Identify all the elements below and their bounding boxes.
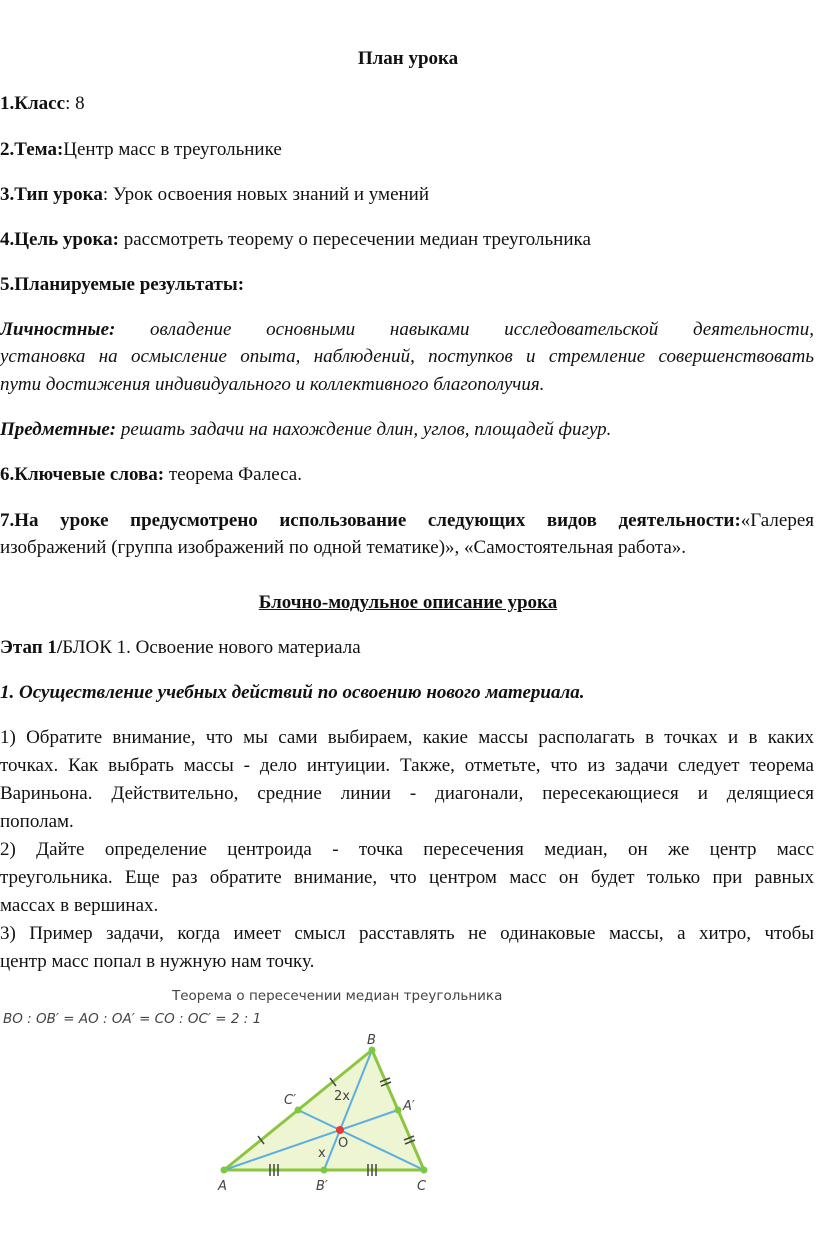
label-o: O: [338, 1136, 349, 1151]
personal-results-line-2: установка на осмысление опыта, наблюдений, поступков и стремление совершенствовать: [0, 346, 814, 367]
page-title: План урока: [357, 48, 459, 69]
subject-label: Предметные:: [0, 419, 117, 440]
paragraph-1-line-1: 1) Обратите внимание, что мы сами выбираем, какие массы располагать в точках и в каких: [0, 727, 814, 748]
personal-label: Личностные:: [0, 319, 116, 340]
keywords-label: 6.Ключевые слова:: [0, 464, 165, 485]
paragraph-2-line-2: треугольника. Еще раз обратите внимание, что центром масс он будет только при равных: [0, 867, 814, 888]
paragraph-2-line-1: 2) Дайте определение центроида - точка пересечения медиан, он же центр масс: [0, 839, 814, 860]
label-b-prime: B′: [316, 1179, 328, 1194]
label-c-prime: C′: [284, 1093, 297, 1108]
paragraph-3-line-1: 3) Пример задачи, когда имеет смысл расставлять не одинаковые массы, а хитро, чтобы: [0, 923, 814, 944]
point-c: [421, 1167, 428, 1174]
stage-label: Этап 1/: [0, 637, 63, 658]
label-a-prime: A′: [403, 1099, 415, 1114]
paragraph-1-line-2: точках. Как выбрать массы - дело интуиции. Также, отметьте, что из задачи следует теорема: [0, 755, 814, 776]
centroid-point: [336, 1126, 344, 1134]
stage-value: БЛОК 1. Освоение нового материала: [62, 637, 361, 658]
activities-line-2: изображений (группа изображений по одной тематике)», «Самостоятельная работа».: [0, 537, 687, 558]
personal-results-line-3: пути достижения индивидуального и коллективного благополучия.: [0, 374, 545, 395]
point-b-prime: [321, 1167, 328, 1174]
activities-gallery: «Галерея: [740, 510, 814, 531]
topic-value: Центр масс в треугольнике: [63, 139, 282, 160]
paragraph-3-line-2: центр масс попал в нужную нам точку.: [0, 951, 315, 972]
goal-value: рассмотреть теорему о пересечении медиан треугольника: [118, 229, 591, 250]
figure-title: Теорема о пересечении медиан треугольника: [172, 988, 503, 1004]
lesson-type-label: 3.Тип урока: [0, 184, 103, 205]
label-2x: 2x: [334, 1089, 350, 1104]
grade-label: 1.Класс: [0, 93, 66, 114]
label-a: A: [218, 1179, 227, 1194]
label-b: B: [367, 1033, 376, 1048]
grade-value: : 8: [65, 93, 85, 114]
keywords-value: теорема Фалеса.: [164, 464, 302, 485]
subject-value: решать задачи на нахождение длин, углов, площадей фигур.: [116, 419, 612, 440]
activities-label: 7.На уроке предусмотрено использование следующих видов деятельности:: [0, 510, 741, 531]
lesson-type-value: : Урок освоения новых знаний и умений: [102, 184, 430, 205]
paragraph-1-line-4: пополам.: [0, 811, 74, 832]
topic-label: 2.Тема:: [0, 139, 64, 160]
paragraph-1-line-3: Вариньона. Действительно, средние линии - диагонали, пересекающиеся и делящиеся: [0, 783, 814, 804]
paragraph-2-line-3: массах в вершинах.: [0, 895, 159, 916]
label-x: x: [318, 1146, 326, 1161]
figure-ratio: BO : OB′ = AO : OA′ = CO : OC′ = 2 : 1: [3, 1011, 262, 1027]
personal-text-1: овладение основными навыками исследовательской деятельности,: [150, 319, 814, 340]
label-c: C: [417, 1179, 427, 1194]
section-title: Блочно-модульное описание урока: [258, 592, 558, 613]
point-a: [221, 1167, 228, 1174]
goal-label: 4.Цель урока:: [0, 229, 119, 250]
subheading: 1. Осуществление учебных действий по освоению нового материала.: [0, 682, 585, 703]
point-a-prime: [395, 1107, 402, 1114]
planned-results-heading: 5.Планируемые результаты:: [0, 274, 245, 295]
